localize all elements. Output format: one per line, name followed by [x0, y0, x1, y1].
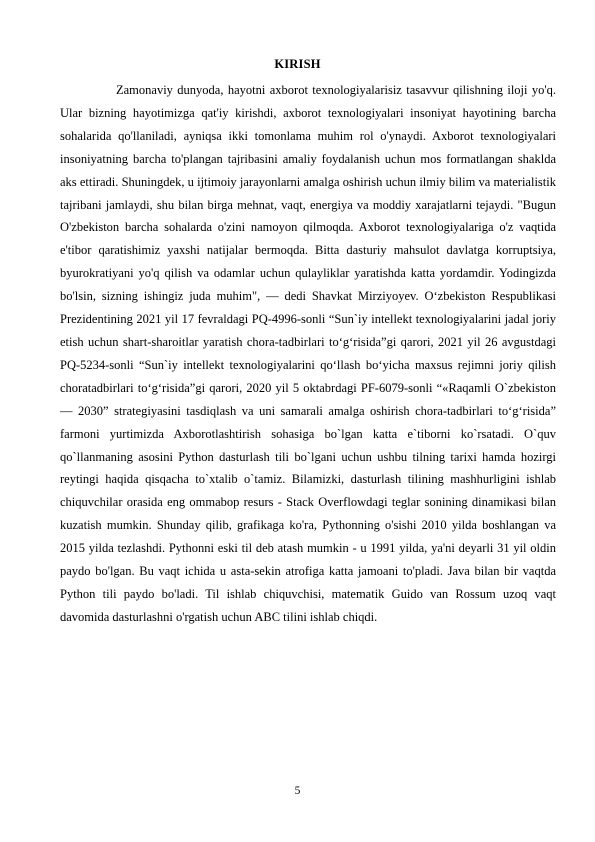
body-paragraph: Zamonaviy dunyoda, hayotni axborot texnologiyalarisiz tasavvur qilishning iloji yo'q. Ular bizning hayotimizga qat'iy kirishdi, axborot texnologiyalari insoniyat hayotining barcha sohalarida qo'llaniladi, ayniqsa ikki tomonlama muhim rol o'ynaydi. Axborot texnologiyalari insoniyatning barcha to'plangan tajribasini amaliy foydalanish uchun mos formatlangan shaklda aks ettiradi. Shuningdek, u ijtimoiy jarayonlarni amalga oshirish uchun ilmiy bilim va materialistik tajribani jamlaydi, shu bilan birga mehnat, vaqt, energiya va moddiy xarajatlarni tejaydi. "Bugun O'zbekiston barcha sohalarda o'zini namoyon qilmoqda. Axborot texnologiyalariga o'z vaqtida e'tibor qaratishimiz yaxshi natijalar bermoqda. Bitta dasturiy mahsulot davlatga korruptsiya, byurokratiyani yo'q qilish va odamlar uchun qulayliklar yaratishda katta yordamdir. Yodingizda bo'lsin, sizning ishingiz juda muhim", — dedi Shavkat Mirziyoyev. O‘zbekiston Respublikasi Prezidentining 2021 yil 17 fevraldagi PQ-4996-sonli “Sun`iy intellekt texnologiyalarini jadal joriy etish uchun shart-sharoitlar yaratish chora-tadbirlari to‘g‘risida”gi qarori, 2021 yil 26 avgustdagi PQ-5234-sonli “Sun`iy intellekt texnologiyalarini qo‘llash bo‘yicha maxsus rejimni joriy qilish choratadbirlari to‘g‘risida”gi qarori, 2020 yil 5 oktabrdagi PF-6079-sonli “«Raqamli O`zbekiston — 2030” strategiyasini tasdiqlash va uni samarali amalga oshirish chora-tadbirlari to‘g‘risida” farmoni yurtimizda Axborotlashtirish sohasiga bo`lgan katta e`tiborni ko`rsatadi. O`quv qo`llanmaning asosini Python dasturlash tili bo`lgani uchun ushbu tilning tarixi hamda hozirgi reytingi haqida qisqacha to`xtalib o`tamiz. Bilamizki, dasturlash tilining mashhurligini ishlab chiquvchilar orasida eng ommabop resurs - Stack Overflowdagi teglar sonining dinamikasi bilan kuzatish mumkin. Shunday qilib, grafikaga ko'ra, Pythonning o'sishi 2010 yilda boshlangan va 2015 yilda tezlashdi. Pythonni eski til deb atash mumkin - u 1991 yilda, ya'ni deyarli 31 yil oldin paydo bo'lgan. Bu vaqt ichida u asta-sekin atrofiga katta jamoani to'pladi. Java bilan bir vaqtda Python tili paydo bo'ladi. Til ishlab chiquvchisi, matematik Guido van Rossum uzoq vaqt davomida dasturlashni o'rgatish uchun ABC tilini ishlab chiqdi.: [60, 83, 556, 624]
section-heading: KIRISH: [274, 57, 321, 71]
page-number: 5: [294, 785, 301, 797]
